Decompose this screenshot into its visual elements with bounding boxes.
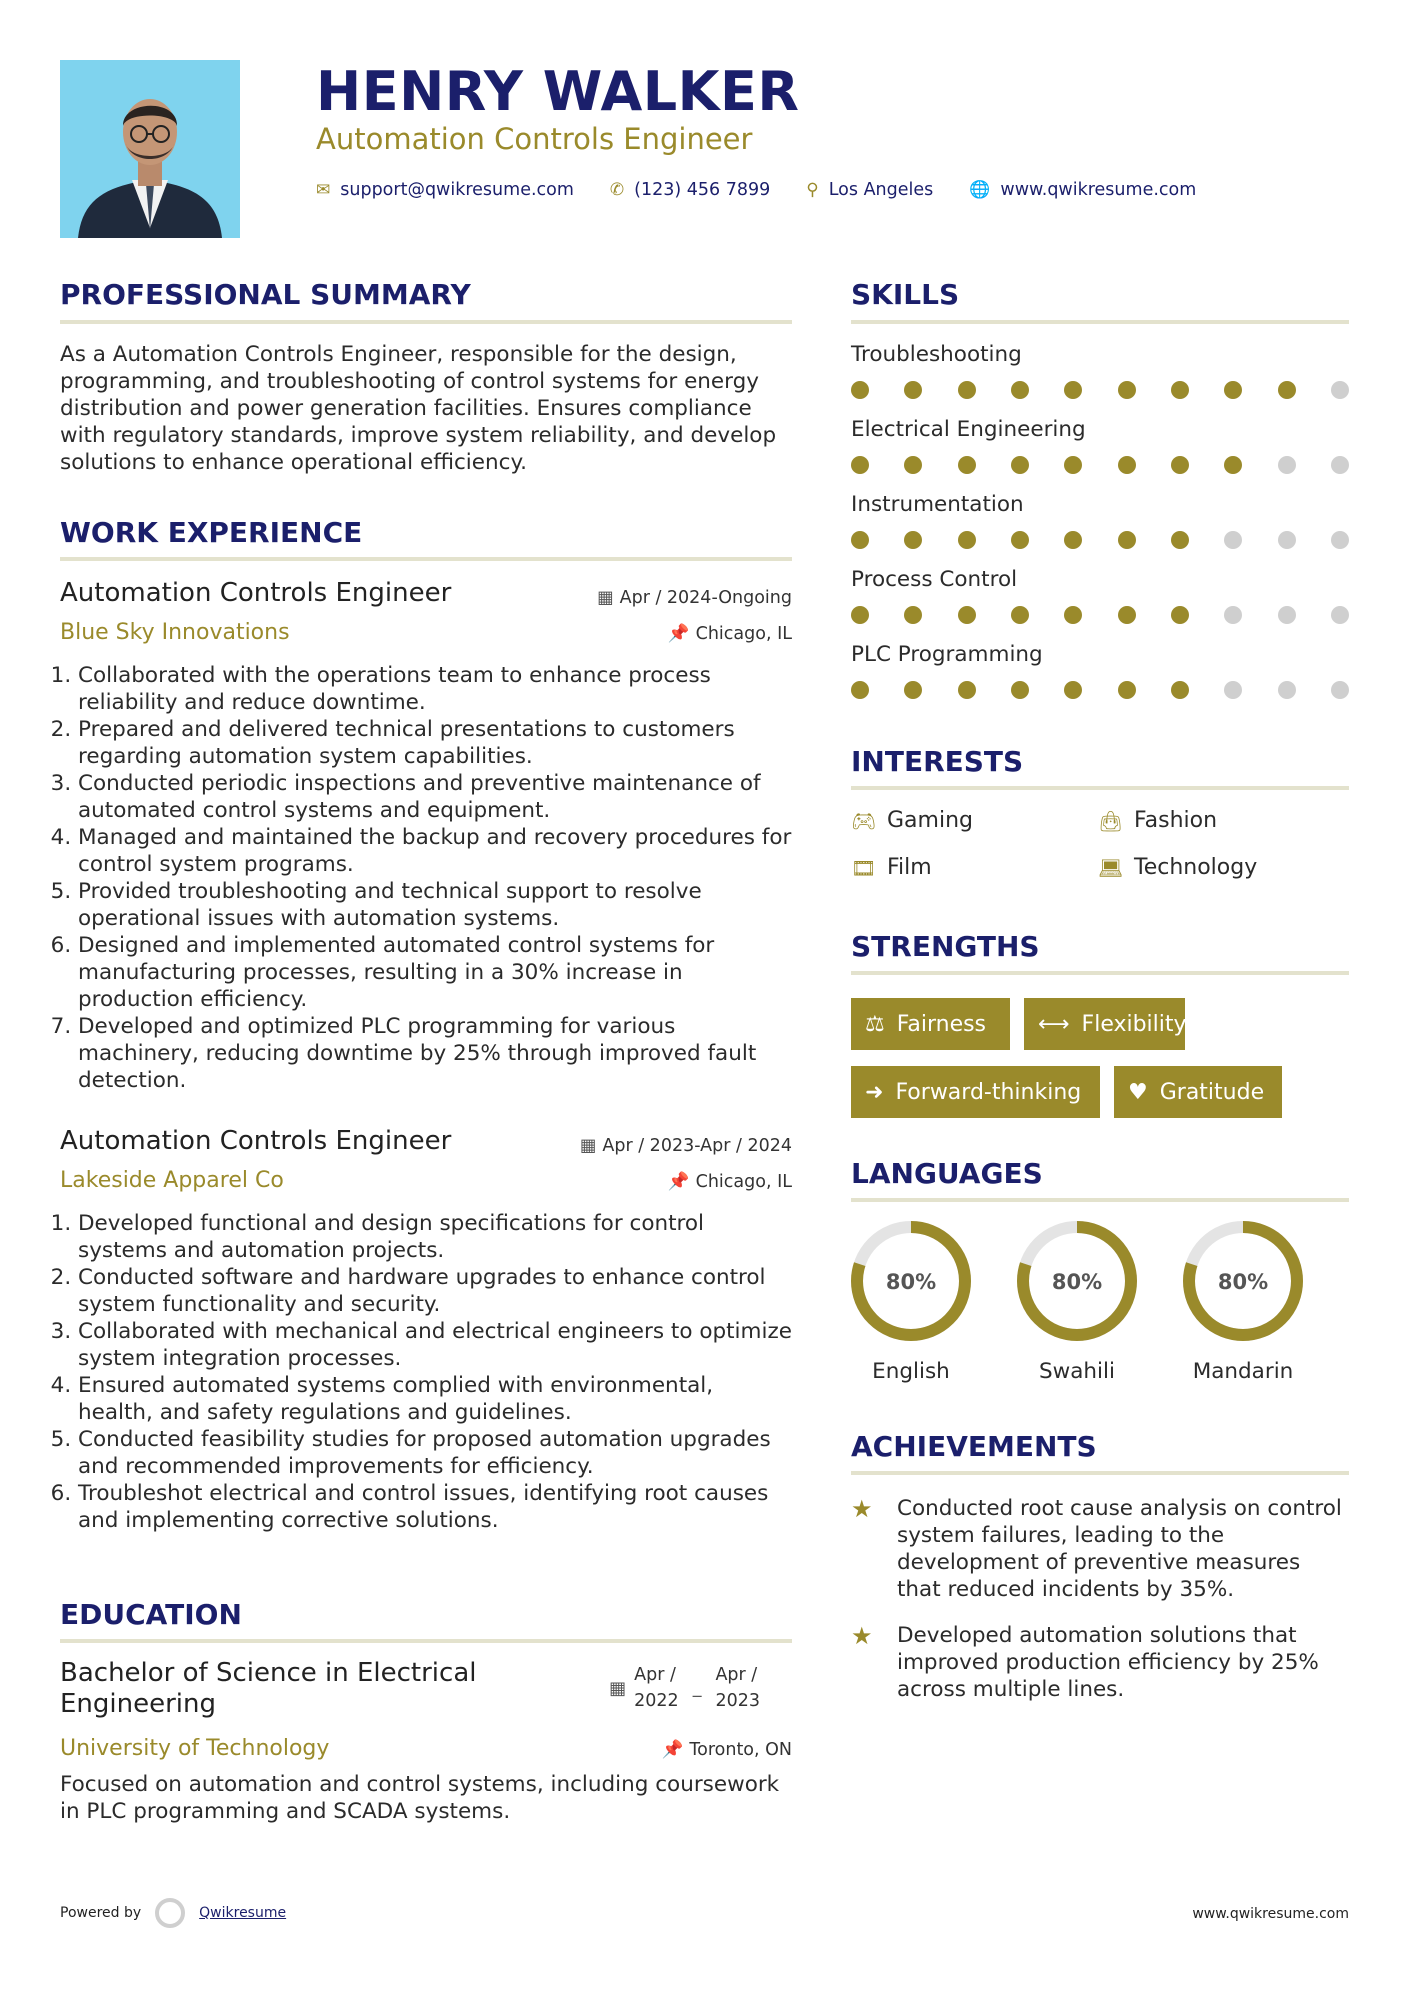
school-name: University of Technology xyxy=(60,1736,330,1761)
rating-dot-filled xyxy=(1224,381,1242,399)
contact-location: Los Angeles xyxy=(828,180,934,200)
skill-name: PLC Programming xyxy=(851,642,1043,667)
rating-dot-filled xyxy=(1011,681,1029,699)
rating-dot-filled xyxy=(851,531,869,549)
skill-name: Process Control xyxy=(851,567,1018,592)
list-item: 2. Conducted software and hardware upgrades to enhance control system functionality and security. xyxy=(78,1264,792,1318)
map-marker-icon: ⚲ xyxy=(806,180,819,200)
list-item: 6. Designed and implemented automated control systems for manufacturing processes, resulting in a 30% increase in production efficiency. xyxy=(78,932,792,1013)
language-progress-ring xyxy=(1181,1219,1305,1343)
skill-item xyxy=(851,417,1349,474)
contact-phone[interactable]: (123) 456 7899 xyxy=(634,180,771,200)
pin-icon: 📌 xyxy=(667,1172,690,1192)
rating-dot-filled xyxy=(1224,456,1242,474)
strength-tag: ♥ Gratitude xyxy=(1114,1066,1282,1118)
language-percent: 80% xyxy=(885,1270,937,1294)
list-item: 7. Developed and optimized PLC programming for various machinery, reducing downtime by 25% through improved fault detection. xyxy=(78,1013,792,1094)
education-heading: EDUCATION xyxy=(60,1598,242,1631)
globe-icon: 🌐 xyxy=(969,180,991,200)
qwikresume-logo-icon xyxy=(155,1898,185,1928)
list-item: 2. Prepared and delivered technical presentations to customers regarding automation system capabilities. xyxy=(78,716,792,770)
footer-powered: Powered by Qwikresume xyxy=(60,1898,286,1928)
education-location: 📌 Toronto, ON xyxy=(661,1740,792,1760)
language-item xyxy=(849,1219,973,1384)
skill-name: Electrical Engineering xyxy=(851,417,1086,442)
candidate-name: HENRY WALKER xyxy=(316,60,800,123)
rating-dot-empty xyxy=(1278,531,1296,549)
job-bullets xyxy=(60,1210,792,1534)
rating-dot-filled xyxy=(1064,606,1082,624)
job-location: 📌 Chicago, IL xyxy=(667,1172,792,1192)
interest-item: 💻︎ Technology xyxy=(1098,855,1258,880)
skill-rating xyxy=(851,381,1349,399)
list-item: 4. Managed and maintained the backup and recovery procedures for control system programs. xyxy=(78,824,792,878)
languages-divider xyxy=(851,1198,1349,1202)
skill-rating xyxy=(851,606,1349,624)
rating-dot-filled xyxy=(1064,381,1082,399)
skill-item xyxy=(851,342,1349,399)
skill-item xyxy=(851,567,1349,624)
skill-rating xyxy=(851,531,1349,549)
calendar-icon: ▦ xyxy=(597,588,614,608)
profile-photo xyxy=(60,60,240,238)
rating-dot-filled xyxy=(958,531,976,549)
language-name: Swahili xyxy=(1039,1359,1115,1384)
experience-heading: WORK EXPERIENCE xyxy=(60,516,363,549)
star-trophy-icon: ★ xyxy=(851,1495,873,1523)
rating-dot-filled xyxy=(1118,456,1136,474)
rating-dot-filled xyxy=(1171,531,1189,549)
rating-dot-empty xyxy=(1331,381,1349,399)
interest-item: 🎮︎ Gaming xyxy=(851,808,973,833)
rating-dot-filled xyxy=(1171,456,1189,474)
gamepad-icon: 🎮︎ xyxy=(851,808,877,833)
job-title: Automation Controls Engineer xyxy=(60,1126,452,1156)
list-item: 5. Conducted feasibility studies for proposed automation upgrades and recommended improvements for efficiency. xyxy=(78,1426,792,1480)
skill-rating xyxy=(851,456,1349,474)
summary-divider xyxy=(60,320,792,324)
job-title: Automation Controls Engineer xyxy=(60,578,452,608)
calendar-icon: ▦ xyxy=(609,1677,627,1699)
envelope-icon: ✉ xyxy=(316,180,331,200)
rating-dot-empty xyxy=(1224,531,1242,549)
rating-dot-empty xyxy=(1278,681,1296,699)
arrows-horizontal-icon: ⟷ xyxy=(1038,1011,1070,1037)
strength-tag: ⟷ Flexibility xyxy=(1024,998,1185,1050)
rating-dot-filled xyxy=(904,606,922,624)
language-name: English xyxy=(872,1359,950,1384)
candidate-title: Automation Controls Engineer xyxy=(316,122,753,156)
skill-item xyxy=(851,492,1349,549)
interest-item: 🎞︎ Film xyxy=(851,855,932,880)
film-icon: 🎞︎ xyxy=(851,855,877,880)
language-item xyxy=(1181,1219,1305,1384)
summary-heading: PROFESSIONAL SUMMARY xyxy=(60,278,471,311)
list-item: 6. Troubleshot electrical and control issues, identifying root causes and implementing corrective solutions. xyxy=(78,1480,792,1534)
job-dates: ▦ Apr / 2023-Apr / 2024 xyxy=(579,1136,792,1156)
rating-dot-filled xyxy=(851,456,869,474)
rating-dot-empty xyxy=(1224,606,1242,624)
strength-tag: ⚖ Fairness xyxy=(851,998,1010,1050)
education-dates: ▦ Apr / 2022 _ Apr / 2023 xyxy=(609,1665,760,1711)
rating-dot-filled xyxy=(958,606,976,624)
heart-icon: ♥ xyxy=(1128,1079,1148,1105)
rating-dot-filled xyxy=(851,681,869,699)
pin-icon: 📌 xyxy=(661,1740,684,1760)
contact-bar xyxy=(316,180,1196,200)
language-name: Mandarin xyxy=(1192,1359,1294,1384)
degree: Bachelor of Science in Electrical Engineering xyxy=(60,1658,477,1719)
rating-dot-filled xyxy=(1118,681,1136,699)
skill-name: Instrumentation xyxy=(851,492,1024,517)
education-description: Focused on automation and control systems, including coursework in PLC programming and SCADA systems. xyxy=(60,1772,780,1824)
achievement-item: ★ Developed automation solutions that improved production efficiency by 25% across multiple lines. xyxy=(851,1622,1319,1702)
footer-site[interactable]: www.qwikresume.com xyxy=(1192,1906,1349,1922)
rating-dot-filled xyxy=(1171,381,1189,399)
rating-dot-filled xyxy=(1278,381,1296,399)
skill-name: Troubleshooting xyxy=(851,342,1022,367)
rating-dot-filled xyxy=(1064,681,1082,699)
rating-dot-filled xyxy=(904,456,922,474)
rating-dot-filled xyxy=(1171,681,1189,699)
list-item: 3. Conducted periodic inspections and preventive maintenance of automated control systems and equipment. xyxy=(78,770,792,824)
summary-text: As a Automation Controls Engineer, responsible for the design, programming, and troubleshooting of control systems for energy distribution and power generation facilities. Ensures compliance with regulatory standards, improve system reliability, and develop solutions to enhance operational efficiency. xyxy=(60,342,777,475)
rating-dot-filled xyxy=(904,531,922,549)
calendar-icon: ▦ xyxy=(579,1136,597,1156)
rating-dot-empty xyxy=(1224,681,1242,699)
rating-dot-filled xyxy=(1011,456,1029,474)
languages-heading: LANGUAGES xyxy=(851,1157,1043,1190)
language-item xyxy=(1015,1219,1139,1384)
skills-heading: SKILLS xyxy=(851,278,960,311)
rating-dot-filled xyxy=(1064,456,1082,474)
list-item: 1. Developed functional and design specifications for control systems and automation projects. xyxy=(78,1210,792,1264)
language-percent: 80% xyxy=(1217,1270,1269,1294)
job-bullets xyxy=(60,662,792,1094)
star-trophy-icon: ★ xyxy=(851,1622,873,1650)
job-location: 📌 Chicago, IL xyxy=(667,624,792,644)
rating-dot-filled xyxy=(958,381,976,399)
rating-dot-filled xyxy=(1171,606,1189,624)
footer-brand-link[interactable]: Qwikresume xyxy=(199,1905,287,1921)
balance-scale-icon: ⚖ xyxy=(865,1011,885,1037)
skill-item xyxy=(851,642,1349,699)
person-silhouette-icon xyxy=(60,60,240,238)
achievements-heading: ACHIEVEMENTS xyxy=(851,1430,1097,1463)
rating-dot-filled xyxy=(1064,531,1082,549)
rating-dot-filled xyxy=(1011,381,1029,399)
achievement-item: ★ Conducted root cause analysis on control system failures, leading to the development of preventive measures that reduced incidents by 35%. xyxy=(851,1495,1342,1602)
education-divider xyxy=(60,1639,792,1643)
rating-dot-filled xyxy=(1011,606,1029,624)
list-item: 3. Collaborated with mechanical and electrical engineers to optimize system integration processes. xyxy=(78,1318,792,1372)
rating-dot-empty xyxy=(1278,606,1296,624)
rating-dot-empty xyxy=(1278,456,1296,474)
laptop-icon: 💻︎ xyxy=(1098,855,1124,880)
rating-dot-filled xyxy=(851,381,869,399)
rating-dot-filled xyxy=(1118,531,1136,549)
language-progress-ring xyxy=(1015,1219,1139,1343)
job-dates: ▦ Apr / 2024-Ongoing xyxy=(597,588,792,608)
arrow-right-icon: ➜ xyxy=(865,1079,884,1105)
job-company: Blue Sky Innovations xyxy=(60,620,290,645)
education-entry xyxy=(60,1658,792,1728)
phone-icon: ✆ xyxy=(609,180,625,200)
rating-dot-filled xyxy=(1118,381,1136,399)
rating-dot-filled xyxy=(904,681,922,699)
rating-dot-filled xyxy=(1118,606,1136,624)
rating-dot-filled xyxy=(958,456,976,474)
shopping-bag-icon: 👜︎ xyxy=(1098,808,1124,833)
rating-dot-filled xyxy=(958,681,976,699)
contact-website[interactable]: www.qwikresume.com xyxy=(1000,180,1197,200)
language-percent: 80% xyxy=(1051,1270,1103,1294)
list-item: 1. Collaborated with the operations team to enhance process reliability and reduce downtime. xyxy=(78,662,792,716)
rating-dot-filled xyxy=(904,381,922,399)
interests-heading: INTERESTS xyxy=(851,745,1024,778)
rating-dot-empty xyxy=(1331,681,1349,699)
rating-dot-empty xyxy=(1331,531,1349,549)
pin-icon: 📌 xyxy=(667,624,690,644)
rating-dot-empty xyxy=(1331,456,1349,474)
job-company: Lakeside Apparel Co xyxy=(60,1168,284,1193)
list-item: 5. Provided troubleshooting and technical support to resolve operational issues with automation systems. xyxy=(78,878,792,932)
strengths-divider xyxy=(851,971,1349,975)
list-item: 4. Ensured automated systems complied with environmental, health, and safety regulations and guidelines. xyxy=(78,1372,792,1426)
experience-divider xyxy=(60,557,792,561)
rating-dot-empty xyxy=(1331,606,1349,624)
skill-rating xyxy=(851,681,1349,699)
achievements-divider xyxy=(851,1471,1349,1475)
strength-tag: ➜ Forward-thinking xyxy=(851,1066,1100,1118)
interests-divider xyxy=(851,786,1349,790)
strengths-heading: STRENGTHS xyxy=(851,930,1040,963)
rating-dot-filled xyxy=(1011,531,1029,549)
contact-email[interactable]: support@qwikresume.com xyxy=(340,180,574,200)
skills-divider xyxy=(851,320,1349,324)
interest-item: 👜︎ Fashion xyxy=(1098,808,1218,833)
language-progress-ring xyxy=(849,1219,973,1343)
rating-dot-filled xyxy=(851,606,869,624)
